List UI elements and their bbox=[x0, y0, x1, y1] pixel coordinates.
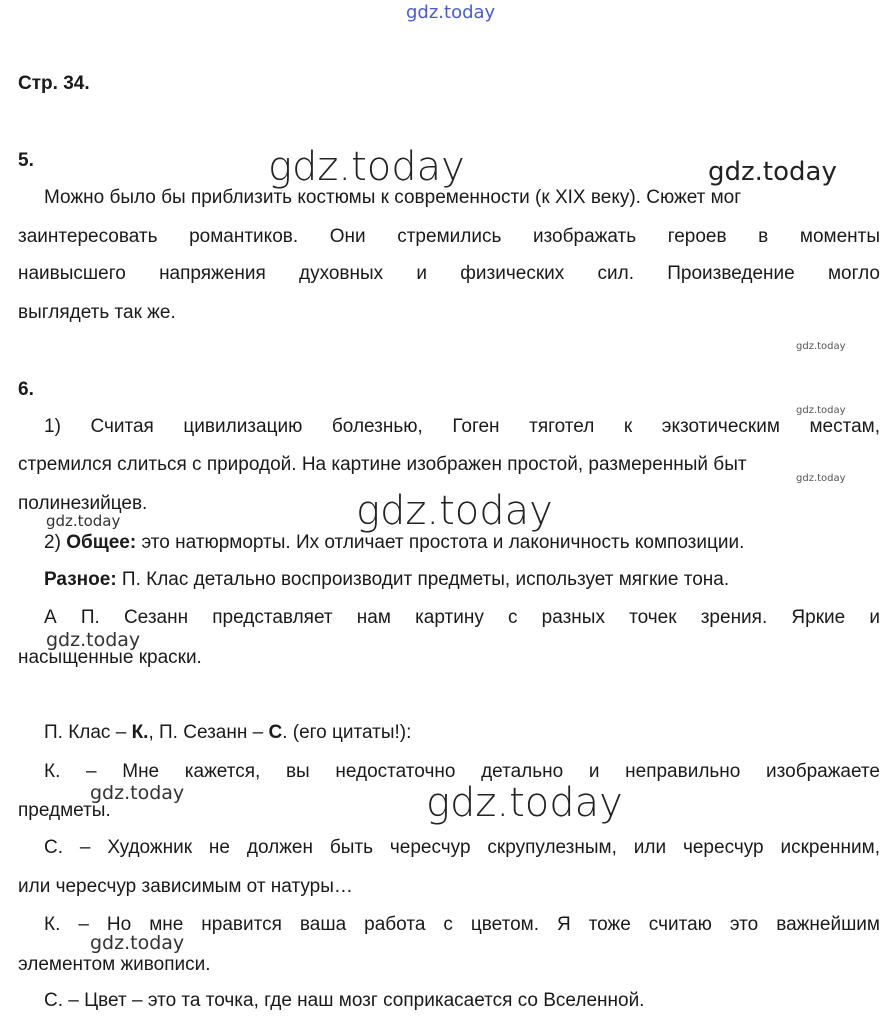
speaker-abbr: С bbox=[268, 722, 283, 743]
watermark: gdz.today bbox=[796, 473, 846, 484]
paragraph-line: наивысшего напряжения духовных и физических сил. Произведение могло bbox=[18, 263, 880, 284]
watermark: gdz.today bbox=[796, 341, 846, 352]
watermark: gdz.today bbox=[46, 629, 141, 651]
watermark: gdz.today bbox=[796, 405, 846, 416]
paragraph-line: насыщенные краски. bbox=[18, 647, 202, 668]
label-different: Разное: bbox=[44, 569, 117, 590]
label-common: Общее: bbox=[66, 532, 137, 553]
dialog-line: К. – Но мне нравится ваша работа с цветом. Я тоже считаю это важнейшим bbox=[44, 914, 880, 935]
paragraph-line bbox=[44, 532, 744, 554]
task-number: 6. bbox=[18, 379, 34, 400]
dialog-line: С. – Художник не должен быть чересчур скрупулезным, или чересчур искренним, bbox=[44, 837, 880, 858]
watermark: gdz.today bbox=[426, 780, 623, 826]
paragraph-line: полинезийцев. bbox=[18, 493, 148, 514]
paragraph-line: выглядеть так же. bbox=[18, 302, 176, 323]
paragraph-line: 1) Считая цивилизацию болезнью, Гоген тяготел к экзотическим местам, bbox=[44, 416, 880, 437]
text: это натюрморты. Их отличает простота и лаконичность композиции. bbox=[136, 532, 745, 553]
text: П. Клас – bbox=[44, 722, 132, 743]
dialog-intro bbox=[44, 722, 411, 744]
watermark: gdz.today bbox=[268, 144, 465, 190]
watermark: gdz.today bbox=[708, 157, 837, 187]
text: П. Клас детально воспроизводит предметы, использует мягкие тона. bbox=[116, 569, 730, 590]
watermark-top[interactable]: gdz.today bbox=[406, 2, 496, 23]
speaker-abbr: К. bbox=[131, 722, 149, 743]
page-header: Стр. 34. bbox=[18, 73, 90, 94]
dialog-line: элементом живописи. bbox=[18, 954, 211, 975]
dialog-line: предметы. bbox=[18, 800, 111, 821]
watermark: gdz.today bbox=[90, 782, 185, 804]
watermark: gdz.today bbox=[356, 488, 553, 534]
paragraph-line: стремился слиться с природой. На картине изображен простой, размеренный быт bbox=[18, 454, 747, 475]
task-number: 5. bbox=[18, 150, 34, 171]
item-number: 2) bbox=[44, 532, 67, 553]
text: . (его цитаты!): bbox=[282, 722, 412, 743]
dialog-line: К. – Мне кажется, вы недостаточно детально и неправильно изображаете bbox=[44, 761, 880, 782]
text: , П. Сезанн – bbox=[148, 722, 269, 743]
dialog-line: или чересчур зависимым от натуры… bbox=[18, 876, 353, 897]
watermark: gdz.today bbox=[90, 932, 185, 954]
paragraph-line bbox=[44, 569, 729, 591]
paragraph-line: Можно было бы приблизить костюмы к современности (к XIX веку). Сюжет мог bbox=[44, 187, 742, 208]
dialog-line: С. – Цвет – это та точка, где наш мозг соприкасается со Вселенной. bbox=[44, 990, 645, 1011]
watermark: gdz.today bbox=[46, 512, 121, 530]
paragraph-line: А П. Сезанн представляет нам картину с разных точек зрения. Яркие и bbox=[44, 607, 880, 628]
paragraph-line: заинтересовать романтиков. Они стремились изображать героев в моменты bbox=[18, 226, 880, 247]
